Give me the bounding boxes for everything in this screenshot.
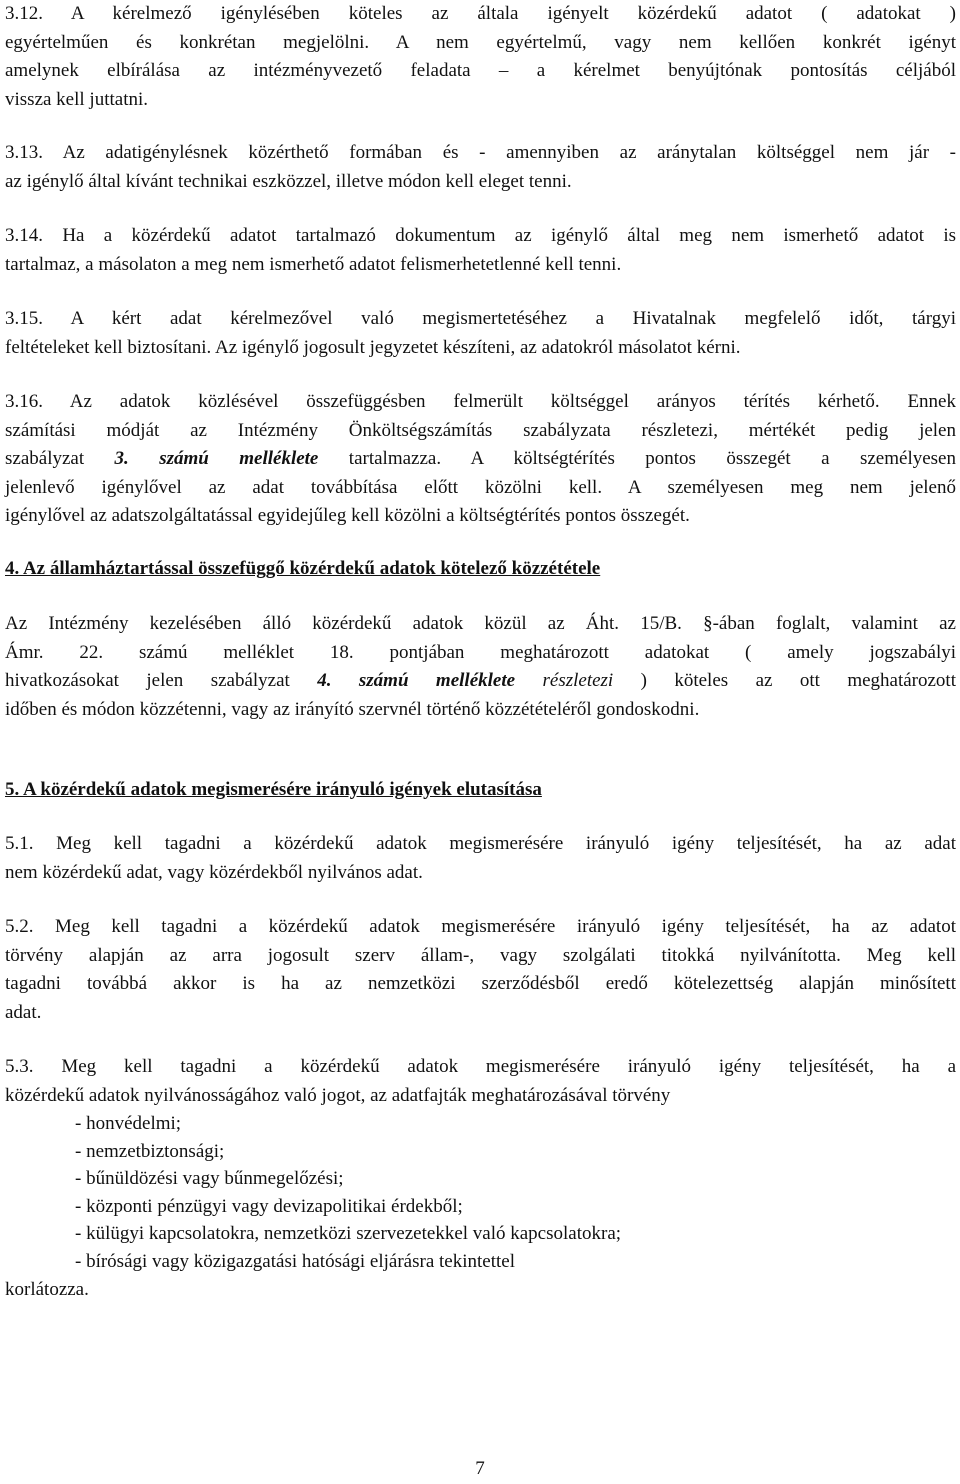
list-item: - bűnüldözési vagy bűnmegelőzési; — [75, 1168, 344, 1190]
list-item: - bírósági vagy közigazgatási hatósági eljárásra tekintettel — [75, 1250, 515, 1272]
paragraph-3-16-line3: szabályzat 3. számú melléklete tartalmazza. A költségtérítés pontos összegét a személyesen — [5, 448, 956, 470]
paragraph-5-2: 5.2. Meg kell tagadni a közérdekű adatok megismerésére irányuló igény teljesítését, ha az adatot törvény alapján az arra jogosult szerv állam-, vagy szolgálati titokká nyilvánította. Meg kell tagadni továbbá akkor is ha az nemzetközi szerződésből eredő kötelezettség alapján minősített adat. — [5, 916, 956, 1023]
paragraph-3-12: 3.12. A kérelmező igénylésében köteles az általa igényelt közérdekű adatot ( adatokat ) egyértelműen és konkrétan megjelölni. A nem egyértelmű, vagy nem kellően konkrét igényt amelynek elbírálása az intézményvezető feladata – a kérelmet benyújtónak pontosítás céljából vissza kell juttatni. — [5, 3, 956, 110]
paragraph-3-14: 3.14. Ha a közérdekű adatot tartalmazó dokumentum az igénylő által meg nem ismerhető adatot is tartalmaz, a másolaton a meg nem ismerhető adatot felismerhetetlenné kell tenni. — [5, 225, 956, 275]
annex-3-reference: 3. számú melléklete — [114, 448, 319, 470]
paragraph-4-line3: hivatkozásokat jelen szabályzat 4. számú melléklete részletezi ) köteles az ott meghatározott — [5, 670, 956, 692]
paragraph-5-1: 5.1. Meg kell tagadni a közérdekű adatok megismerésére irányuló igény teljesítését, ha az adat nem közérdekű adat, vagy közérdekből nyilvános adat. — [5, 833, 956, 883]
paragraph-3-15: 3.15. A kért adat kérelmezővel való megismertetéséhez a Hivatalnak megfelelő időt, tárgyi feltételeket kell biztosítani. Az igénylő jogosult jegyzetet készíteni, az adatokról másolatot kérni. — [5, 308, 956, 358]
restriction-list — [5, 1110, 621, 1303]
list-item: - külügyi kapcsolatokra, nemzetközi szervezetekkel való kapcsolatokra; — [75, 1223, 622, 1245]
section-4-heading: 4. Az államháztartással összefüggő közérdekű adatok kötelező közzététele — [5, 558, 601, 579]
annex-4-reference: 4. számú melléklete — [317, 670, 516, 692]
list-item: - nemzetbiztonsági; — [75, 1140, 225, 1162]
paragraph-5-3: 5.3. Meg kell tagadni a közérdekű adatok megismerésére irányuló igény teljesítését, ha a közérdekű adatok nyilvánosságához való jogot, az adatfajták meghatározásával törvény — [5, 1056, 956, 1106]
paragraph-3-16: 3.16. Az adatok közlésével összefüggésben felmerült költséggel arányos térítés kérhető. Ennek számítási módját az Intézmény Önköltségszámítás szabályzata részletezi, mértékét pedig jelen szabályzat 3. számú melléklete tartalmazza. A költségtérítés pontos összegét a személyesen jelenlevő igénylővel az adat továbbítása előtt közölni kell. A személyesen meg nem jelenő igénylővel az adatszolgáltatással egyidejűleg kell közölni a költségtérítés pontos összegét. — [5, 391, 956, 527]
section-5-heading: 5. A közérdekű adatok megismerésére irányuló igények elutasítása — [5, 779, 542, 800]
list-item: - központi pénzügyi vagy devizapolitikai érdekből; — [75, 1195, 463, 1217]
list-tail: korlátozza. — [5, 1278, 89, 1300]
paragraph-3-13: 3.13. Az adatigénylésnek közérthető formában és - amennyiben az aránytalan költséggel nem jár - az igénylő által kívánt technikai eszközzel, illetve módon kell eleget tenni. — [5, 142, 956, 192]
paragraph-4: Az Intézmény kezelésében álló közérdekű adatok közül az Áht. 15/B. §-ában foglalt, valamint az Ámr. 22. számú melléklet 18. pontjában meghatározott adatokat ( amely jogszabályi hivatkozásokat jelen szabályzat 4. számú melléklete részletezi ) köteles az ott meghatározott időben és módon közzétenni, vagy az irányító szervnél történő közzétételéről gondoskodni. — [5, 613, 956, 720]
page-number: 7 — [475, 1458, 485, 1479]
list-item: - honvédelmi; — [75, 1113, 182, 1134]
